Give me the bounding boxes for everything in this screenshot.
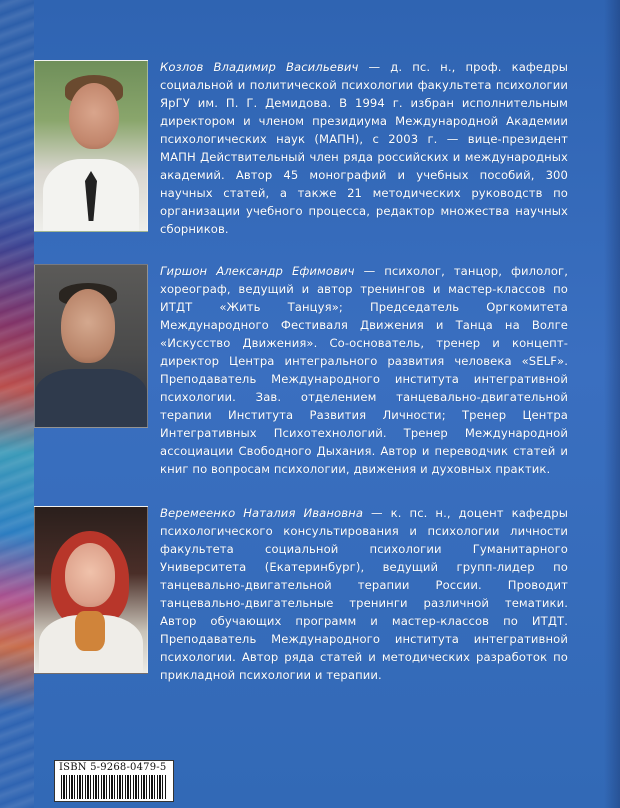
decorative-art-strip (0, 0, 34, 808)
author-bio-girshon (160, 262, 568, 478)
author-name: Гиршон Александр Ефимович (160, 264, 355, 278)
spine-shadow (604, 0, 620, 808)
author-description: — психолог, танцор, филолог, хореограф, ведущий и автор тренингов и мастер-классов по ИТДТ «Жить Танцуя»; Председатель Оргкомитета Международного Фестиваля Движения и Танца на Волге «Искусство Движения». Со-основатель, тренер и концепт-директор Центра интегрального развития человека «SELF». Преподаватель Международного института интегративной психологии. Зав. отделением танцевально-двигательной терапии Института Развития Личности; Тренер Центра Интегративных Психотехнологий. Тренер Международной ассоциации Свободного Дыхания. Автор и переводчик статей и книг по вопросам психологии, движения и духовных практик. (160, 264, 568, 476)
barcode (61, 775, 167, 799)
author-photo-veremeenko (34, 506, 148, 674)
author-description: — д. пс. н., проф. кафедры социальной и политической психологии факультета психологии ЯрГУ им. П. Г. Демидова. В 1994 г. избран исполнительным директором и членом президиума Международной Академии психологических наук (МАПН), с 2003 г. — вице-президент МАПН Действительный член ряда российских и международных академий. Автор 45 монографий и учебных пособий, 300 научных статей, а также 21 методических руководств по организации учебного процесса, редактор множества научных сборников. (160, 60, 568, 236)
isbn-number: ISBN 5-9268-0479-5 (59, 762, 167, 773)
author-bio-kozlov (160, 58, 568, 238)
author-description: — к. пс. н., доцент кафедры психологического консультирования и психологии личности факультета социальной психологии Гуманитарного Университета (Екатеринбург), ведущий групп-лидер по танцевально-двигательной терапии России. Проводит танцевально-двигательные тренинги различной тематики. Автор обучающих программ и мастер-классов по ИТДТ. Преподаватель Международного института интегративной психологии. Автор ряда статей и методических разработок по прикладной психологии и терапии. (160, 506, 568, 682)
author-bio-veremeenko (160, 504, 568, 684)
author-photo-girshon (34, 264, 148, 428)
isbn-barcode-block (54, 760, 174, 802)
author-name: Козлов Владимир Васильевич (160, 60, 359, 74)
author-photo-kozlov (34, 60, 148, 232)
author-name: Веремеенко Наталия Ивановна (160, 506, 364, 520)
